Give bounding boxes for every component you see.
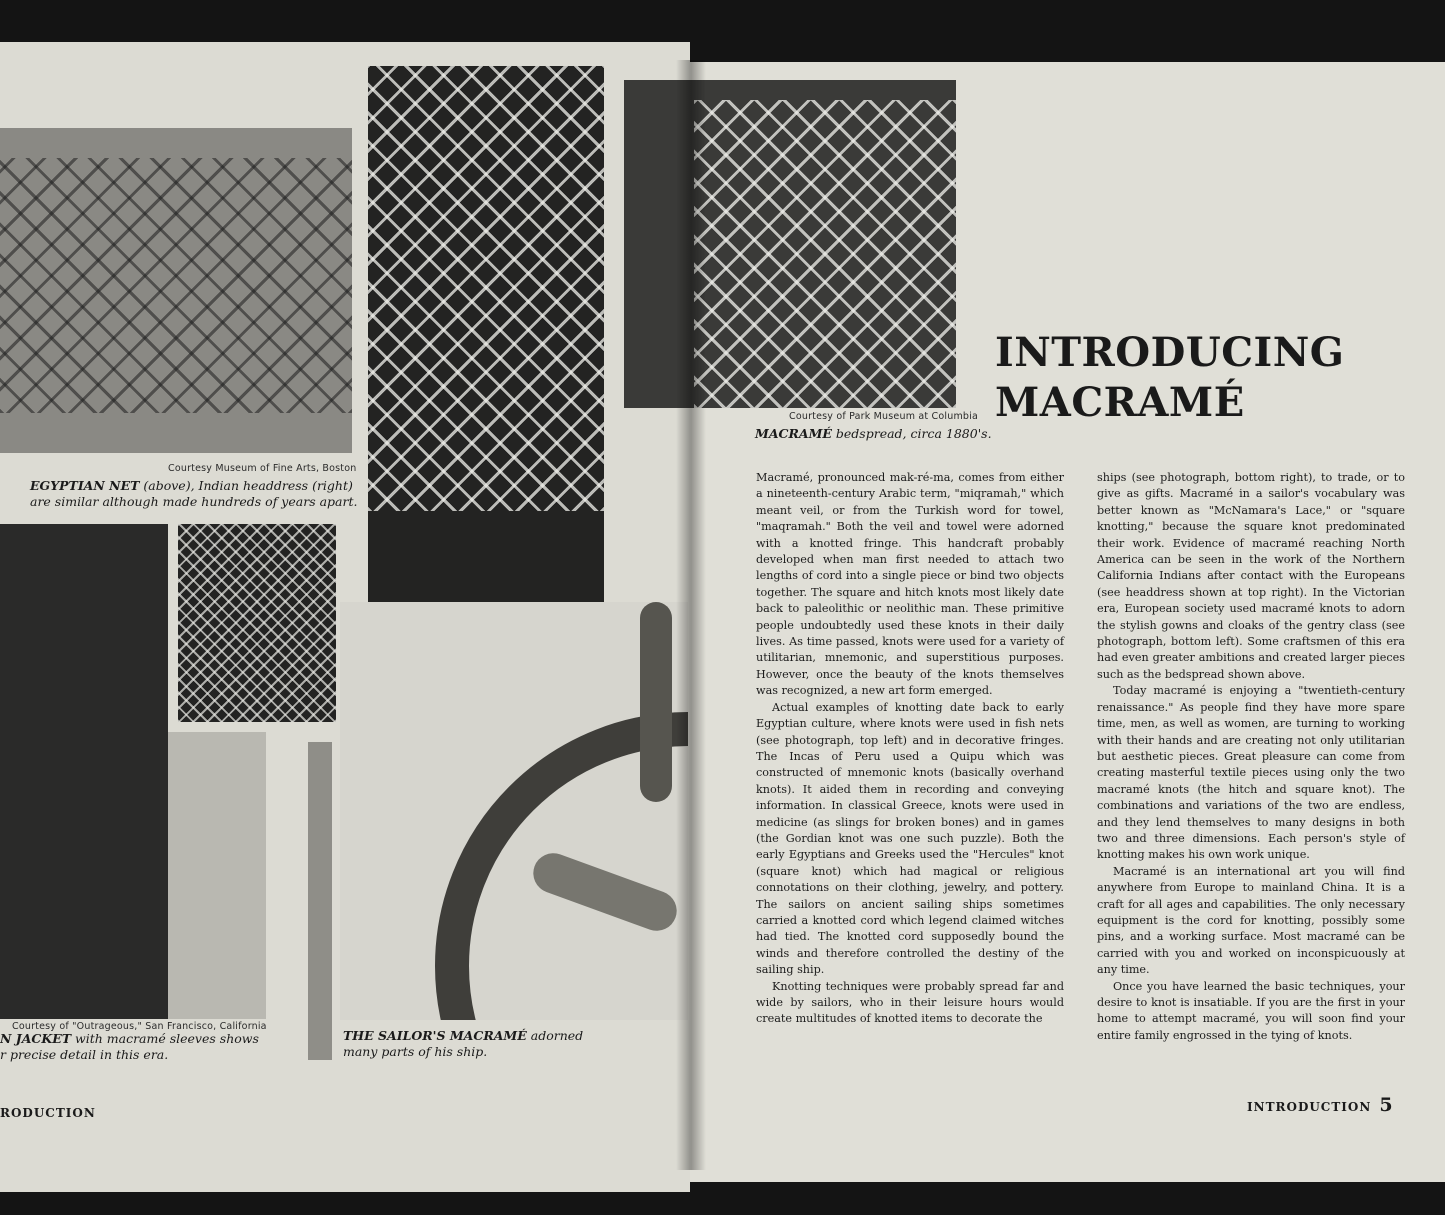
- jacket-lower-photo: [168, 732, 266, 1019]
- wheel-spoke-top: [640, 602, 672, 802]
- sailor-caption-rest: adorned: [526, 1028, 584, 1043]
- col2-paragraph-4: Once you have learned the basic techniques, your desire to knot is insatiable. If you are the first in your home to attempt macramé, you will soon find your entire family engrossed in the tying of knots.: [1097, 979, 1405, 1042]
- bedspread-caption-bold: MACRAMÉ: [755, 426, 832, 441]
- park-credit: Courtesy of Park Museum at Columbia: [789, 411, 978, 422]
- col2-paragraph-2: Today macramé is enjoying a "twentieth-century renaissance." As people find they have more spare time, men, as well as women, are turning to working with their hands and are creating not only utilitarian but aesthetic pieces. Great pleasure can come from creating masterful textile pieces using only the two macramé knots (the hitch and square knot). The combinations and variations of the two are endless, and they lend themselves to many designs in both two and three dimensions. Each person's style of knotting makes his own work unique.: [1097, 684, 1405, 862]
- egyptian-net-photo: [0, 128, 352, 453]
- macrame-sleeve-detail-photo: [178, 524, 336, 722]
- egyptian-credit: Courtesy Museum of Fine Arts, Boston: [168, 463, 357, 474]
- title-line2: MACRAMÉ: [995, 379, 1245, 426]
- sailor-caption-line2: many parts of his ship.: [343, 1044, 488, 1059]
- egyptian-caption-bold: EGYPTIAN NET: [30, 478, 140, 493]
- col1-paragraph-1: Macramé, pronounced mak-ré-ma, comes from either a nineteenth-century Arabic term, "miqramah," which meant veil, or from the Turkish word for towel, "maqramah." Both the veil and towel were adorned with a knotted fringe. This handcraft probably developed when man first needed to attach two lengths of cord into a single piece or bind two objects together. The square and hitch knots most likely date back to paleolithic or neolithic man. These primitive people undoubtedly used these knots in their daily lives. As time passed, knots were used for a variety of utilitarian, mnemonic, and superstitious purposes. However, once the beauty of the knots themselves was recognized, a new art form emerged.: [756, 471, 1064, 698]
- victorian-jacket-photo: [0, 524, 168, 1019]
- ships-wheel-photo: [340, 602, 688, 1020]
- title-line1: INTRODUCING: [995, 329, 1345, 376]
- egyptian-caption-line2: are similar although made hundreds of years apart.: [30, 494, 358, 509]
- page-title: [995, 328, 1344, 428]
- bedspread-caption-rest: bedspread, circa 1880's.: [831, 426, 992, 441]
- egyptian-caption: [30, 478, 357, 510]
- egyptian-caption-rest: (above), Indian headdress (right): [139, 478, 353, 493]
- body-column-1: [756, 470, 1064, 1028]
- bedspread-photo: [624, 80, 956, 408]
- col2-paragraph-1: ships (see photograph, bottom right), to trade, or to give as gifts. Macramé in a sailor's vocabulary was better known as "McNamara's Lace," or "square knotting," because the square knot predominated their work. Evidence of macramé reaching North America can be seen in the work of the Northern California Indians after contact with the Europeans (see headdress shown at top right). In the Victorian era, European society used macramé knots to adorn the stylish gowns and cloaks of the gentry class (see photograph, bottom left). Some craftsmen of this era had even greater ambitions and created larger pieces such as the bedspread shown above.: [1097, 471, 1405, 681]
- jacket-caption-bold: N JACKET: [0, 1031, 72, 1046]
- col1-paragraph-3: Knotting techniques were probably spread far and wide by sailors, who in their leisure hours would create multitudes of knotted items to decorate the: [756, 979, 1064, 1026]
- jacket-caption-line2: r precise detail in this era.: [0, 1047, 169, 1062]
- footer-label: INTRODUCTION: [1247, 1100, 1372, 1114]
- page-number: 5: [1379, 1094, 1394, 1116]
- jacket-caption-rest: with macramé sleeves shows: [71, 1031, 259, 1046]
- book-gutter: [676, 60, 706, 1170]
- sailor-caption: [343, 1028, 583, 1060]
- bedspread-caption: [755, 426, 992, 442]
- body-column-2: [1097, 470, 1405, 1044]
- right-footer: [1247, 1094, 1394, 1116]
- sailor-caption-bold: THE SAILOR'S MACRAMÉ: [343, 1028, 527, 1043]
- left-footer: RODUCTION: [0, 1106, 96, 1120]
- col1-paragraph-2: Actual examples of knotting date back to early Egyptian culture, where knots were used in fish nets (see photograph, top left) and in decorative fringes. The Incas of Peru used a Quipu which was constructed of mnemonic knots (basically overhand knots). It aided them in recording and conveying information. In classical Greece, knots were used in medicine (as slings for broken bones) and in games (the Gordian knot was one such puzzle). Both the early Egyptians and Greeks used the "Hercules" knot (square knot) which had magical or religious connotations on their clothing, jewelry, and pottery. The sailors on ancient sailing ships sometimes carried a knotted cord which legend claimed witches had tied. The knotted cord supposedly bound the winds and therefore controlled the destiny of the sailing ship.: [756, 700, 1064, 977]
- knotted-cord-photo: [308, 742, 332, 1060]
- jacket-caption: [0, 1031, 259, 1063]
- indian-headdress-photo: [368, 66, 604, 661]
- outrageous-credit: Courtesy of "Outrageous," San Francisco, California: [12, 1021, 267, 1032]
- col2-paragraph-3: Macramé is an international art you will find anywhere from Europe to mainland China. It is a craft for all ages and capabilities. The only necessary equipment is the cord for knotting, possibly some pins, and a working surface. Most macramé can be carried with you and worked on inconspicuously at any time.: [1097, 864, 1405, 977]
